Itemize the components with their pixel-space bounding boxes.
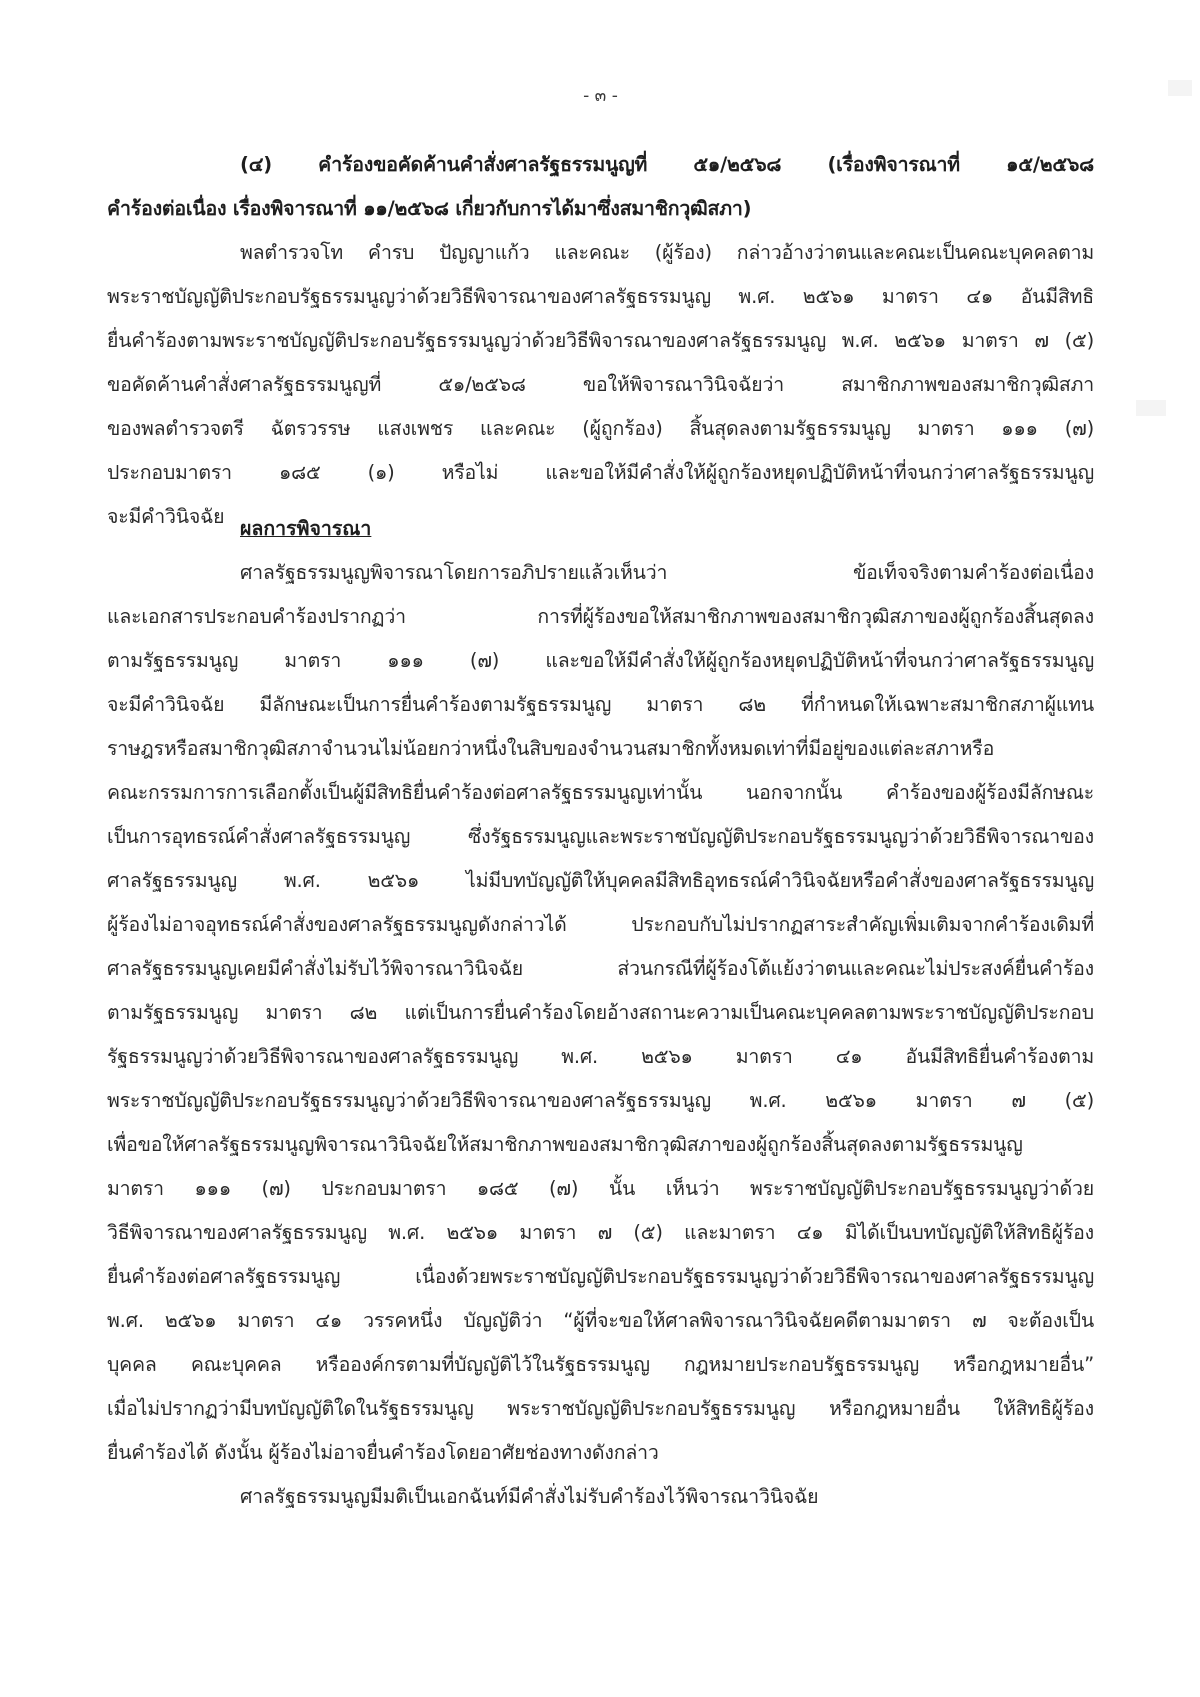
petition-line: ยื่นคำร้องตามพระราชบัญญัติประกอบรัฐธรรมนูญว่าด้วยวิธีพิจารณาของศาลรัฐธรรมนูญ พ.ศ. ๒๕๖๑ มาตรา ๗ (๕)	[107, 329, 1094, 352]
result-line: บุคคล คณะบุคคล หรือองค์กรตามที่บัญญัติไว้ในรัฐธรรมนูญ กฎหมายประกอบรัฐธรรมนูญ หรือกฎหมายอื่น”	[107, 1353, 1094, 1376]
result-line: เพื่อขอให้ศาลรัฐธรรมนูญพิจารณาวินิจฉัยให้สมาชิกภาพของสมาชิกวุฒิสภาของผู้ถูกร้องสิ้นสุดลงตามรัฐธรรมนูญ	[107, 1133, 1023, 1156]
result-line: ศาลรัฐธรรมนูญเคยมีคำสั่งไม่รับไว้พิจารณาวินิจฉัย ส่วนกรณีที่ผู้ร้องโต้แย้งว่าตนและคณะไม่ประสงค์ยื่นคำร้อง	[107, 957, 1094, 980]
result-line: วิธีพิจารณาของศาลรัฐธรรมนูญ พ.ศ. ๒๕๖๑ มาตรา ๗ (๕) และมาตรา ๔๑ มิได้เป็นบทบัญญัติให้สิทธิผู้ร้อง	[107, 1221, 1094, 1244]
result-line: ผู้ร้องไม่อาจอุทธรณ์คำสั่งของศาลรัฐธรรมนูญดังกล่าวได้ ประกอบกับไม่ปรากฏสาระสำคัญเพิ่มเติมจากคำร้องเดิมที่	[107, 913, 1094, 936]
result-line: ตามรัฐธรรมนูญ มาตรา ๑๑๑ (๗) และขอให้มีคำสั่งให้ผู้ถูกร้องหยุดปฏิบัติหน้าที่จนกว่าศาลรัฐธรรมนูญ	[107, 649, 1094, 672]
petition-line: ของพลตำรวจตรี ฉัตรวรรษ แสงเพชร และคณะ (ผู้ถูกร้อง) สิ้นสุดลงตามรัฐธรรมนูญ มาตรา ๑๑๑ (๗)	[107, 417, 1094, 440]
result-line: เมื่อไม่ปรากฏว่ามีบทบัญญัติใดในรัฐธรรมนูญ พระราชบัญญัติประกอบรัฐธรรมนูญ หรือกฎหมายอื่น ให้สิทธิผู้ร้อง	[107, 1397, 1094, 1420]
case-heading-line-1: (๔) คำร้องขอคัดค้านคำสั่งศาลรัฐธรรมนูญที่ ๕๑/๒๕๖๘ (เรื่องพิจารณาที่ ๑๕/๒๕๖๘	[240, 153, 1094, 176]
scan-artifact	[1136, 400, 1166, 416]
result-line: และเอกสารประกอบคำร้องปรากฏว่า การที่ผู้ร้องขอให้สมาชิกภาพของสมาชิกวุฒิสภาของผู้ถูกร้องสิ้นสุดลง	[107, 605, 1094, 628]
result-line: คณะกรรมการการเลือกตั้งเป็นผู้มีสิทธิยื่นคำร้องต่อศาลรัฐธรรมนูญเท่านั้น นอกจากนั้น คำร้องของผู้ร้องมีลักษณะ	[107, 781, 1094, 804]
page-number: - ๓ -	[583, 86, 618, 106]
result-line: พระราชบัญญัติประกอบรัฐธรรมนูญว่าด้วยวิธีพิจารณาของศาลรัฐธรรมนูญ พ.ศ. ๒๕๖๑ มาตรา ๗ (๕)	[107, 1089, 1094, 1112]
petition-line: พระราชบัญญัติประกอบรัฐธรรมนูญว่าด้วยวิธีพิจารณาของศาลรัฐธรรมนูญ พ.ศ. ๒๕๖๑ มาตรา ๔๑ อันมีสิทธิ	[107, 285, 1094, 308]
result-line: รัฐธรรมนูญว่าด้วยวิธีพิจารณาของศาลรัฐธรรมนูญ พ.ศ. ๒๕๖๑ มาตรา ๔๑ อันมีสิทธิยื่นคำร้องตาม	[107, 1045, 1094, 1068]
result-line: จะมีคำวินิจฉัย มีลักษณะเป็นการยื่นคำร้องตามรัฐธรรมนูญ มาตรา ๘๒ ที่กำหนดให้เฉพาะสมาชิกสภาผู้แทน	[107, 693, 1094, 716]
scan-artifact	[1168, 80, 1192, 96]
petition-line: ขอคัดค้านคำสั่งศาลรัฐธรรมนูญที่ ๕๑/๒๕๖๘ ขอให้พิจารณาวินิจฉัยว่า สมาชิกภาพของสมาชิกวุฒิสภา	[107, 373, 1094, 396]
result-line: เป็นการอุทธรณ์คำสั่งศาลรัฐธรรมนูญ ซึ่งรัฐธรรมนูญและพระราชบัญญัติประกอบรัฐธรรมนูญว่าด้วยวิธีพิจารณาของ	[107, 825, 1094, 848]
conclusion-line: ศาลรัฐธรรมนูญมีมติเป็นเอกฉันท์มีคำสั่งไม่รับคำร้องไว้พิจารณาวินิจฉัย	[240, 1485, 819, 1508]
result-line: ศาลรัฐธรรมนูญพิจารณาโดยการอภิปรายแล้วเห็นว่า ข้อเท็จจริงตามคำร้องต่อเนื่อง	[240, 561, 1094, 584]
result-subheading: ผลการพิจารณา	[240, 517, 372, 540]
result-line: ศาลรัฐธรรมนูญ พ.ศ. ๒๕๖๑ ไม่มีบทบัญญัติให้บุคคลมีสิทธิอุทธรณ์คำวินิจฉัยหรือคำสั่งของศาลรัฐธรรมนูญ	[107, 869, 1094, 892]
petition-line: พลตำรวจโท คำรบ ปัญญาแก้ว และคณะ (ผู้ร้อง) กล่าวอ้างว่าตนและคณะเป็นคณะบุคคลตาม	[240, 241, 1094, 264]
result-line: ยื่นคำร้องได้ ดังนั้น ผู้ร้องไม่อาจยื่นคำร้องโดยอาศัยช่องทางดังกล่าว	[107, 1441, 659, 1464]
result-line: ตามรัฐธรรมนูญ มาตรา ๘๒ แต่เป็นการยื่นคำร้องโดยอ้างสถานะความเป็นคณะบุคคลตามพระราชบัญญัติประกอบ	[107, 1001, 1094, 1024]
petition-line: ประกอบมาตรา ๑๘๕ (๑) หรือไม่ และขอให้มีคำสั่งให้ผู้ถูกร้องหยุดปฏิบัติหน้าที่จนกว่าศาลรัฐธรรมนูญ	[107, 461, 1094, 484]
case-heading-line-2: คำร้องต่อเนื่อง เรื่องพิจารณาที่ ๑๑/๒๕๖๘ เกี่ยวกับการได้มาซึ่งสมาชิกวุฒิสภา)	[107, 197, 752, 220]
result-line: ราษฎรหรือสมาชิกวุฒิสภาจำนวนไม่น้อยกว่าหนึ่งในสิบของจำนวนสมาชิกทั้งหมดเท่าที่มีอยู่ของแต่ละสภาหรือ	[107, 737, 995, 760]
petition-line: จะมีคำวินิจฉัย	[107, 505, 225, 528]
result-line: พ.ศ. ๒๕๖๑ มาตรา ๔๑ วรรคหนึ่ง บัญญัติว่า “ผู้ที่จะขอให้ศาลพิจารณาวินิจฉัยคดีตามมาตรา ๗ จะต้องเป็น	[107, 1309, 1094, 1332]
result-line: ยื่นคำร้องต่อศาลรัฐธรรมนูญ เนื่องด้วยพระราชบัญญัติประกอบรัฐธรรมนูญว่าด้วยวิธีพิจารณาของศาลรัฐธรรมนูญ	[107, 1265, 1094, 1288]
result-line: มาตรา ๑๑๑ (๗) ประกอบมาตรา ๑๘๕ (๗) นั้น เห็นว่า พระราชบัญญัติประกอบรัฐธรรมนูญว่าด้วย	[107, 1177, 1094, 1200]
